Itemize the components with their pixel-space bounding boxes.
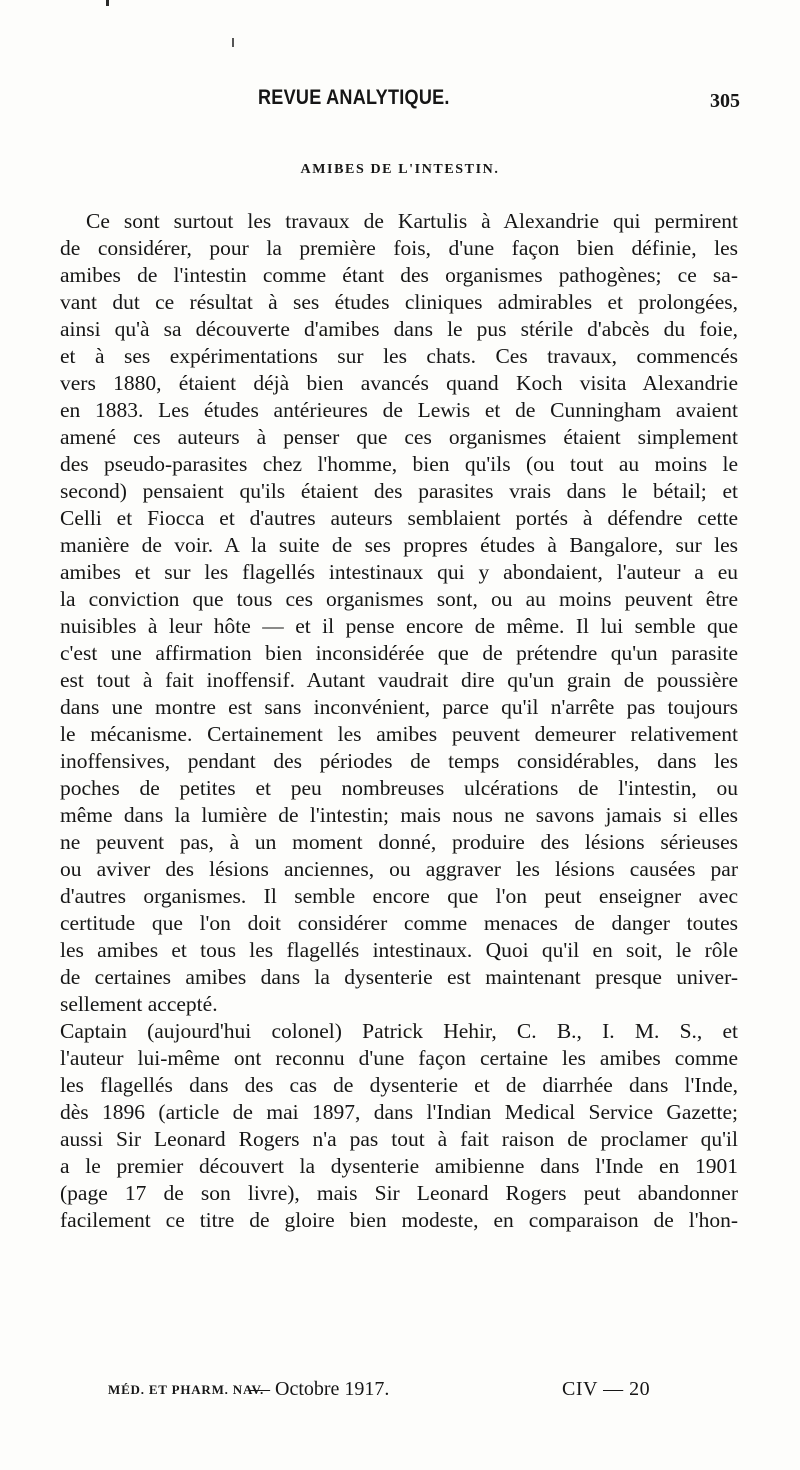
text-line: aussi Sir Leonard Rogers n'a pas tout à fait raison de proclamer qu'il (60, 1127, 738, 1151)
text-line: Captain (aujourd'hui colonel) Patrick Hehir, C. B., I. M. S., et (60, 1019, 738, 1043)
text-line: d'autres organismes. Il semble encore que l'on peut enseigner avec (60, 884, 738, 908)
text-line: inoffensives, pendant des périodes de temps considérables, dans les (60, 749, 738, 773)
text-line: Ce sont surtout les travaux de Kartulis à Alexandrie qui permirent (86, 209, 738, 233)
text-line: est tout à fait inoffensif. Autant vaudrait dire qu'un grain de poussière (60, 668, 738, 692)
text-line: même dans la lumière de l'intestin; mais nous ne savons jamais si elles (60, 803, 738, 827)
text-line: dans une montre est sans inconvénient, parce qu'il n'arrête pas toujours (60, 695, 738, 719)
footer-journal: MÉD. ET PHARM. NAV. (108, 1382, 265, 1397)
text-line: vers 1880, étaient déjà bien avancés quand Koch visita Alexandrie (60, 371, 738, 395)
text-line: c'est une affirmation bien inconsidérée que de prétendre qu'un parasite (60, 641, 738, 665)
text-line: (page 17 de son livre), mais Sir Leonard Rogers peut abandonner (60, 1181, 738, 1205)
text-line: a le premier découvert la dysenterie amibienne dans l'Inde en 1901 (60, 1154, 738, 1178)
footer-signature: CIV — 20 (562, 1378, 651, 1400)
footer-date: — Octobre 1917. (250, 1378, 390, 1400)
text-line: poches de petites et peu nombreuses ulcérations de l'intestin, ou (60, 776, 738, 800)
text-line: en 1883. Les études antérieures de Lewis et de Cunningham avaient (60, 398, 738, 422)
text-line: vant dut ce résultat à ses études cliniques admirables et prolongées, (60, 290, 738, 314)
text-line: certitude que l'on doit considérer comme menaces de danger toutes (60, 911, 738, 935)
paragraph-2 (60, 1018, 738, 1234)
page-footer (0, 1378, 800, 1408)
running-header (0, 86, 800, 116)
text-line: les flagellés dans des cas de dysenterie et de diarrhée dans l'Inde, (60, 1073, 738, 1097)
text-line: second) pensaient qu'ils étaient des parasites vrais dans le bétail; et (60, 479, 738, 503)
text-line: de considérer, pour la première fois, d'une façon bien définie, les (60, 236, 738, 260)
text-line: ne peuvent pas, à un moment donné, produire des lésions sérieuses (60, 830, 738, 854)
section-title: AMIBES DE L'INTESTIN. (300, 162, 500, 177)
text-line: sellement accepté. (60, 992, 218, 1016)
text-line: facilement ce titre de gloire bien modeste, en comparaison de l'hon- (60, 1208, 738, 1232)
text-line: amené ces auteurs à penser que ces organismes étaient simplement (60, 425, 738, 449)
text-line: Celli et Fiocca et d'autres auteurs semblaient portés à défendre cette (60, 506, 738, 530)
page-number: 305 (710, 90, 740, 112)
text-line: l'auteur lui-même ont reconnu d'une façon certaine les amibes comme (60, 1046, 738, 1070)
text-line: nuisibles à leur hôte — et il pense encore de même. Il lui semble que (60, 614, 738, 638)
text-line: ainsi qu'à sa découverte d'amibes dans le pus stérile d'abcès du foie, (60, 317, 738, 341)
text-line: et à ses expérimentations sur les chats. Ces travaux, commencés (60, 344, 738, 368)
text-line: dès 1896 (article de mai 1897, dans l'Indian Medical Service Gazette; (60, 1100, 738, 1124)
text-line: les amibes et tous les flagellés intestinaux. Quoi qu'il en soit, le rôle (60, 938, 738, 962)
text-line: la conviction que tous ces organismes sont, ou au moins peuvent être (60, 587, 738, 611)
text-line: amibes de l'intestin comme étant des organismes pathogènes; ce sa- (60, 263, 738, 287)
running-title: REVUE ANALYTIQUE. (258, 86, 450, 109)
paragraph-1 (60, 208, 738, 1018)
text-line: manière de voir. A la suite de ses propres études à Bangalore, sur les (60, 533, 738, 557)
scan-speck (232, 38, 234, 47)
text-line: des pseudo-parasites chez l'homme, bien qu'ils (ou tout au moins le (60, 452, 738, 476)
text-line: amibes et sur les flagellés intestinaux qui y abondaient, l'auteur a eu (60, 560, 738, 584)
text-line: de certaines amibes dans la dysenterie est maintenant presque univer- (60, 965, 738, 989)
text-line: le mécanisme. Certainement les amibes peuvent demeurer relativement (60, 722, 738, 746)
scan-speck (106, 0, 109, 6)
body-text (60, 208, 738, 1234)
text-line: ou aviver des lésions anciennes, ou aggraver les lésions causées par (60, 857, 738, 881)
